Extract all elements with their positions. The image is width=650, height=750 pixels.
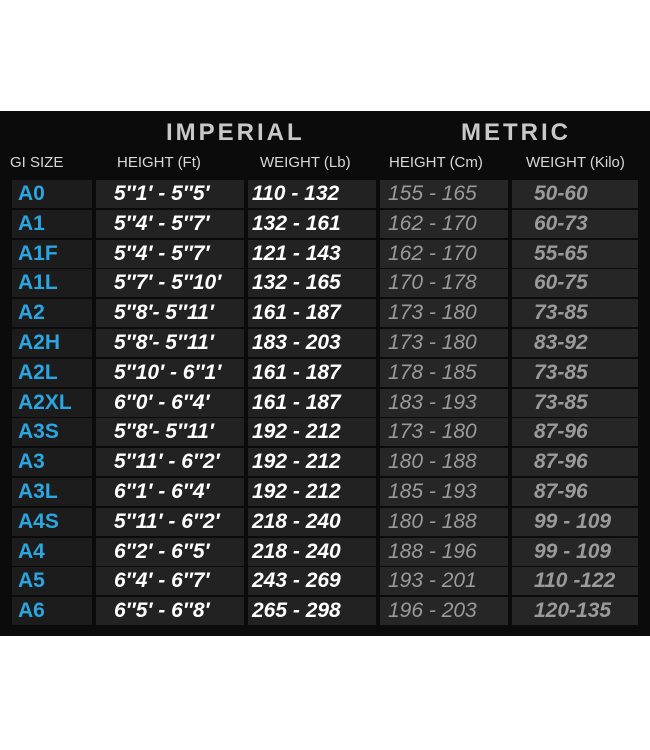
weight-lb-cell: 218 - 240: [248, 508, 376, 536]
gi-size-cell: A2L: [12, 359, 92, 387]
gi-size-cell: A3L: [12, 478, 92, 506]
weight-kilo-cell: 87-96: [512, 418, 638, 446]
height-ft-cell: 6″1′ - 6″4′: [96, 478, 244, 506]
weight-kilo-cell: 99 - 109: [512, 508, 638, 536]
height-cm-cell: 180 - 188: [380, 508, 508, 536]
gi-size-cell: A2XL: [12, 389, 92, 417]
metric-heading: METRIC: [461, 119, 571, 146]
table-row: [0, 508, 650, 536]
gi-size-header: GI SIZE: [10, 154, 64, 171]
height-ft-cell: 5″11′ - 6″2′: [96, 448, 244, 476]
weight-kilo-cell: 50-60: [512, 180, 638, 208]
weight-lb-cell: 192 - 212: [248, 418, 376, 446]
height-ft-cell: 5″7′ - 5″10′: [96, 269, 244, 297]
weight-lb-cell: 243 - 269: [248, 567, 376, 595]
gi-size-cell: A2H: [12, 329, 92, 357]
height-cm-cell: 185 - 193: [380, 478, 508, 506]
gi-size-cell: A1: [12, 210, 92, 238]
height-ft-cell: 5″10′ - 6″1′: [96, 359, 244, 387]
weight-lb-cell: 161 - 187: [248, 299, 376, 327]
height-cm-cell: 183 - 193: [380, 389, 508, 417]
gi-size-cell: A1F: [12, 240, 92, 268]
height-ft-cell: 5″4′ - 5″7′: [96, 210, 244, 238]
height-cm-cell: 155 - 165: [380, 180, 508, 208]
weight-lb-cell: 192 - 212: [248, 448, 376, 476]
height-cm-cell: 162 - 170: [380, 210, 508, 238]
weight-kilo-cell: 55-65: [512, 240, 638, 268]
height-cm-cell: 170 - 178: [380, 269, 508, 297]
table-row: [0, 210, 650, 238]
weight-kilo-cell: 60-75: [512, 269, 638, 297]
height-ft-cell: 5″4′ - 5″7′: [96, 240, 244, 268]
imperial-heading: IMPERIAL: [166, 119, 305, 146]
gi-size-cell: A3S: [12, 418, 92, 446]
height-ft-cell: 5″1′ - 5″5′: [96, 180, 244, 208]
weight-lb-cell: 161 - 187: [248, 359, 376, 387]
weight-kilo-cell: 87-96: [512, 448, 638, 476]
weight-lb-cell: 265 - 298: [248, 597, 376, 625]
table-row: [0, 538, 650, 566]
weight-kilo-cell: 73-85: [512, 299, 638, 327]
gi-size-cell: A4: [12, 538, 92, 566]
gi-size-cell: A5: [12, 567, 92, 595]
height-cm-cell: 196 - 203: [380, 597, 508, 625]
gi-size-cell: A4S: [12, 508, 92, 536]
weight-kilo-cell: 73-85: [512, 359, 638, 387]
table-row: [0, 389, 650, 417]
height-cm-header: HEIGHT (Cm): [389, 154, 483, 171]
table-row: [0, 329, 650, 357]
table-row: [0, 240, 650, 268]
height-ft-cell: 5″8′- 5″11′: [96, 329, 244, 357]
weight-lb-cell: 110 - 132: [248, 180, 376, 208]
weight-lb-cell: 132 - 161: [248, 210, 376, 238]
table-row: [0, 180, 650, 208]
height-ft-cell: 6″4′ - 6″7′: [96, 567, 244, 595]
weight-kilo-cell: 73-85: [512, 389, 638, 417]
weight-kilo-cell: 87-96: [512, 478, 638, 506]
weight-kilo-cell: 110 -122: [512, 567, 638, 595]
gi-size-cell: A6: [12, 597, 92, 625]
table-row: [0, 359, 650, 387]
height-ft-header: HEIGHT (Ft): [117, 154, 201, 171]
table-row: [0, 478, 650, 506]
gi-size-cell: A2: [12, 299, 92, 327]
height-cm-cell: 173 - 180: [380, 299, 508, 327]
weight-kilo-header: WEIGHT (Kilo): [526, 154, 625, 171]
height-ft-cell: 6″0′ - 6″4′: [96, 389, 244, 417]
weight-kilo-cell: 99 - 109: [512, 538, 638, 566]
weight-lb-cell: 121 - 143: [248, 240, 376, 268]
height-cm-cell: 188 - 196: [380, 538, 508, 566]
weight-lb-header: WEIGHT (Lb): [260, 154, 351, 171]
height-ft-cell: 5″8′- 5″11′: [96, 418, 244, 446]
table-row: [0, 597, 650, 625]
gi-size-cell: A3: [12, 448, 92, 476]
height-cm-cell: 173 - 180: [380, 329, 508, 357]
height-ft-cell: 6″2′ - 6″5′: [96, 538, 244, 566]
height-cm-cell: 180 - 188: [380, 448, 508, 476]
height-cm-cell: 193 - 201: [380, 567, 508, 595]
height-cm-cell: 178 - 185: [380, 359, 508, 387]
table-row: [0, 448, 650, 476]
weight-kilo-cell: 60-73: [512, 210, 638, 238]
weight-kilo-cell: 83-92: [512, 329, 638, 357]
height-cm-cell: 173 - 180: [380, 418, 508, 446]
table-row: [0, 299, 650, 327]
weight-lb-cell: 161 - 187: [248, 389, 376, 417]
table-row: [0, 567, 650, 595]
weight-lb-cell: 218 - 240: [248, 538, 376, 566]
weight-lb-cell: 183 - 203: [248, 329, 376, 357]
height-ft-cell: 6″5′ - 6″8′: [96, 597, 244, 625]
weight-lb-cell: 192 - 212: [248, 478, 376, 506]
weight-lb-cell: 132 - 165: [248, 269, 376, 297]
weight-kilo-cell: 120-135: [512, 597, 638, 625]
table-row: [0, 269, 650, 297]
gi-size-cell: A0: [12, 180, 92, 208]
height-cm-cell: 162 - 170: [380, 240, 508, 268]
height-ft-cell: 5″11′ - 6″2′: [96, 508, 244, 536]
table-row: [0, 418, 650, 446]
height-ft-cell: 5″8′- 5″11′: [96, 299, 244, 327]
gi-size-cell: A1L: [12, 269, 92, 297]
